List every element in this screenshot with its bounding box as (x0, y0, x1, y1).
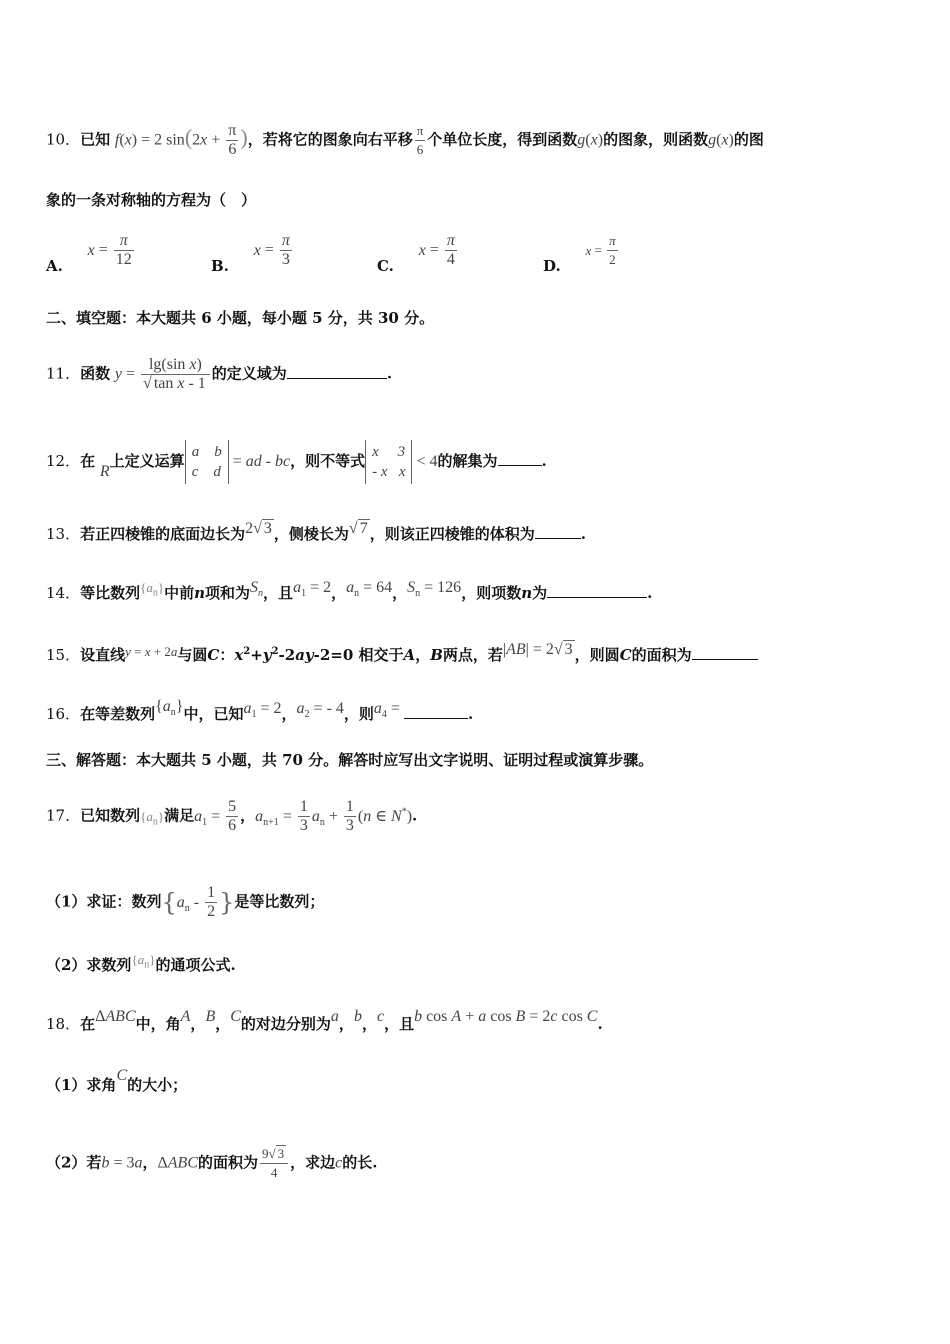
question-11: 11．函数 y = $\frac{\text{lg(sin x)}}{\text{√ tan x - 1}}$ 的定义域为 . (46, 356, 393, 392)
option-a[interactable]: A. x = $\frac{\pi}{12}$ (46, 232, 132, 275)
q17-part2: （2）求数列$\{a_n\}$的通项公式. (46, 952, 236, 974)
question-17: 17．已知数列$\{a_n\}$满足$a_1$ = $\frac{5}{6}$ ，$a_{n+1}$ = $\frac{1}{3}$ $a_n$ + $\frac{1}{3}$ (n ∈ N*). (46, 798, 418, 834)
question-15: 15．设直线y = x + 2a与圆C：$x^2+y^2-2ay-2=0$ 相交于A，B两点，若|AB| = 2√ 3 ，则圆C的面积为 (46, 642, 910, 666)
q17-part1: （1）求证：数列{$a_n$ - $\frac{1}{2}$ }是等比数列； (46, 884, 325, 920)
question-13: 13．若正四棱锥的底面边长为2√ 3 ，侧棱长为√ 7 ，则该正四棱锥的体积为 . (46, 520, 586, 543)
question-10: 10．已知 f(x) = 2 sin(2x + $\frac{\pi}{6}$ )，若将它的图象向右平移 $\frac{\pi}{6}$ 个单位长度，得到函数g(x)的图象，则函数g(x)的图 (46, 122, 764, 158)
q10-number: 10． (46, 130, 81, 149)
q18-part2: （2）若b = 3a，ΔABC的面积为 $\frac{9√ 3}{4}$ ，求边c的长. (46, 1146, 378, 1180)
q10-formula: f (114, 131, 120, 149)
q10-line2: 象的一条对称轴的方程为（ ） (46, 191, 257, 209)
question-14: 14．等比数列$\{a_n\}$中前n项和为$S_n$，且$a_1 = 2$，$a_n = 64$，$S_n = 126$，则项数n为 . (46, 579, 653, 602)
question-12: 12．在 R上定义运算 a b c d = ad - bc，则不等式 x 3 - x x < 4的解集为 . (46, 440, 910, 484)
question-16: 16．在等差数列$\{a_n\}$中，已知$a_1 = 2$，$a_2$ = - 4，则$a_4$ = . (46, 698, 474, 723)
question-18: 18．在ΔABC中，角A，B，C的对边分别为a，b，c，且b cos A + a cos B = 2c cos C. (46, 1008, 603, 1033)
q18-part1: （1）求角C的大小； (46, 1067, 188, 1094)
section-3-heading: 三、解答题：本大题共 5 小题，共 70 分。解答时应写出文字说明、证明过程或演算步骤。 (46, 751, 654, 769)
option-d[interactable]: D. x = $\frac{\pi}{2}$ (543, 233, 616, 275)
option-b[interactable]: B. x = $\frac{\pi}{3}$ (211, 232, 290, 275)
option-c[interactable]: C. x = $\frac{\pi}{4}$ (377, 232, 455, 275)
section-2-heading: 二、填空题：本大题共 6 小题，每小题 5 分，共 30 分。 (46, 309, 435, 327)
